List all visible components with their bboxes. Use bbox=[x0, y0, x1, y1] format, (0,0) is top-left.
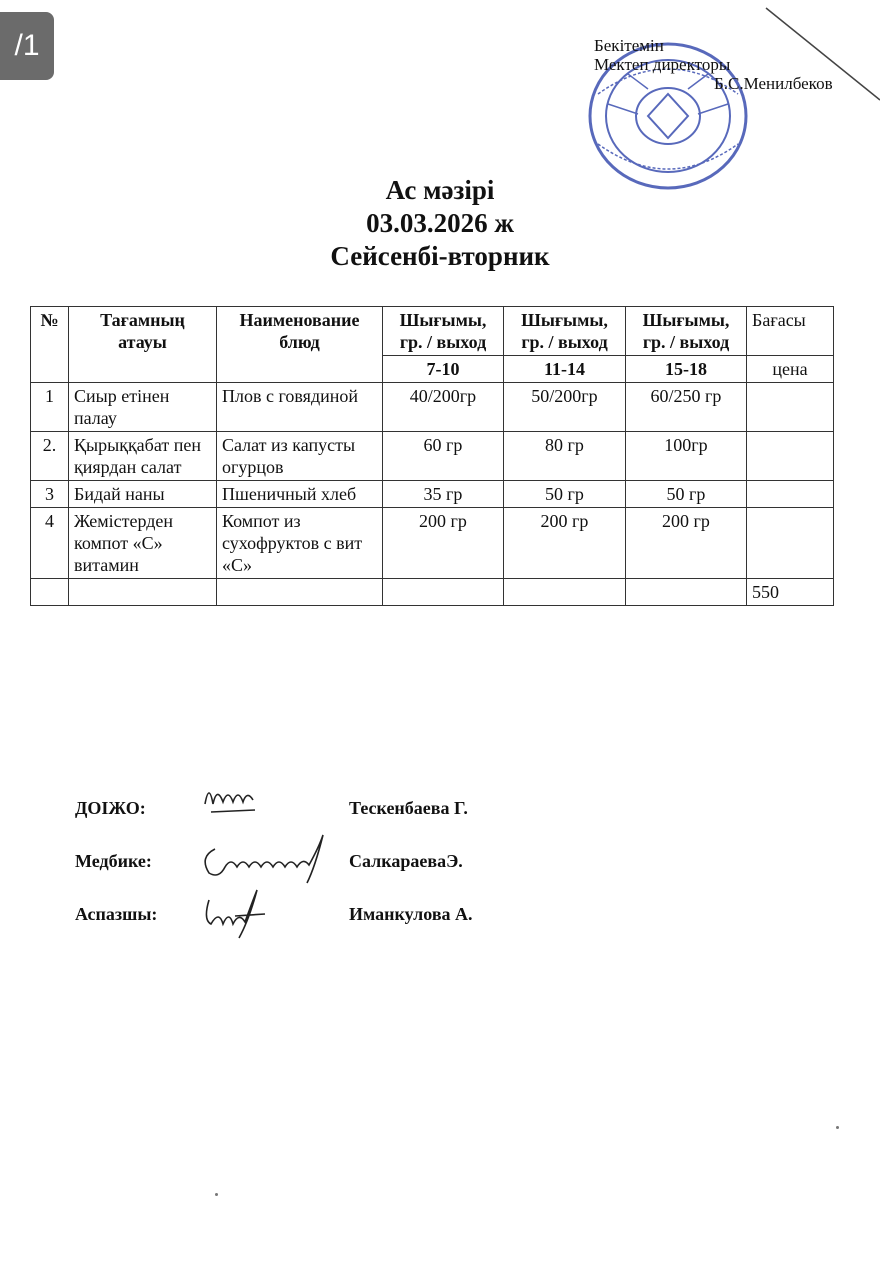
row-price bbox=[747, 383, 834, 432]
total-row bbox=[31, 579, 834, 606]
row-yield3: 50 гр bbox=[626, 481, 747, 508]
menu-table bbox=[30, 306, 834, 606]
row-yield2: 80 гр bbox=[504, 432, 626, 481]
row-name-ru: Пшеничный хлеб bbox=[217, 481, 383, 508]
row-yield3: 100гр bbox=[626, 432, 747, 481]
signature-scribble bbox=[195, 774, 275, 824]
signature-name: Иманкулова А. bbox=[349, 904, 473, 924]
header-name-kz: Тағамның атауы bbox=[69, 307, 217, 383]
row-name-ru: Салат из капусты огурцов bbox=[217, 432, 383, 481]
row-yield2: 50/200гр bbox=[504, 383, 626, 432]
header-row bbox=[31, 307, 834, 356]
approval-line2: Мектеп директоры bbox=[594, 55, 731, 74]
row-name-kz: Бидай наны bbox=[69, 481, 217, 508]
header-price-kz: Бағасы bbox=[747, 307, 834, 356]
header-yield1: Шығымы, гр. / выход bbox=[383, 307, 504, 356]
approval-line1: Бекітемін bbox=[594, 36, 664, 55]
row-price bbox=[747, 481, 834, 508]
menu-date: 03.03.2026 ж bbox=[366, 208, 514, 238]
header-yield3: Шығымы, гр. / выход bbox=[626, 307, 747, 356]
row-yield3: 60/250 гр bbox=[626, 383, 747, 432]
signature-role: Аспазшы: bbox=[75, 904, 158, 924]
row-name-ru: Компот из сухофруктов с вит «С» bbox=[217, 508, 383, 579]
row-yield1: 35 гр bbox=[383, 481, 504, 508]
menu-title: Ас мәзірі bbox=[385, 175, 495, 205]
row-name-kz: Сиыр етінен палау bbox=[69, 383, 217, 432]
row-name-ru: Плов с говядиной bbox=[217, 383, 383, 432]
title-block bbox=[0, 174, 880, 273]
signature-name: Тескенбаева Г. bbox=[349, 798, 468, 818]
menu-day: Сейсенбі-вторник bbox=[330, 241, 550, 271]
table-row bbox=[31, 481, 834, 508]
row-yield2: 200 гр bbox=[504, 508, 626, 579]
signature-scribble bbox=[195, 827, 345, 887]
signature-row bbox=[75, 851, 555, 904]
header-age1: 7-10 bbox=[383, 356, 504, 383]
row-yield1: 60 гр bbox=[383, 432, 504, 481]
signature-role: ДОІЖО: bbox=[75, 798, 146, 818]
header-age3: 15-18 bbox=[626, 356, 747, 383]
row-name-kz: Қырыққабат пен қиярдан салат bbox=[69, 432, 217, 481]
row-yield3: 200 гр bbox=[626, 508, 747, 579]
row-yield1: 40/200гр bbox=[383, 383, 504, 432]
total-price: 550 bbox=[747, 579, 834, 606]
scan-speck bbox=[836, 1126, 839, 1129]
table-row bbox=[31, 432, 834, 481]
header-age2: 11-14 bbox=[504, 356, 626, 383]
scan-speck bbox=[215, 1193, 218, 1196]
row-num: 4 bbox=[31, 508, 69, 579]
row-price bbox=[747, 432, 834, 481]
page-indicator[interactable]: /1 bbox=[0, 12, 54, 80]
row-num: 2. bbox=[31, 432, 69, 481]
row-price bbox=[747, 508, 834, 579]
approval-director: Б.С.Менилбеков bbox=[714, 74, 833, 93]
table-row bbox=[31, 508, 834, 579]
row-yield1: 200 гр bbox=[383, 508, 504, 579]
signatures-block bbox=[75, 798, 555, 957]
signature-role: Медбике: bbox=[75, 851, 152, 871]
signature-name: СалкараеваЭ. bbox=[349, 851, 463, 871]
signature-row bbox=[75, 904, 555, 957]
header-price-ru: цена bbox=[747, 356, 834, 383]
row-num: 1 bbox=[31, 383, 69, 432]
header-name-ru: Наименование блюд bbox=[217, 307, 383, 383]
row-name-kz: Жемістерден компот «С» витамин bbox=[69, 508, 217, 579]
row-yield2: 50 гр bbox=[504, 481, 626, 508]
row-num: 3 bbox=[31, 481, 69, 508]
header-num: № bbox=[31, 307, 69, 383]
signature-scribble bbox=[195, 880, 285, 940]
header-yield2: Шығымы, гр. / выход bbox=[504, 307, 626, 356]
approval-block bbox=[594, 36, 833, 93]
table-row bbox=[31, 383, 834, 432]
